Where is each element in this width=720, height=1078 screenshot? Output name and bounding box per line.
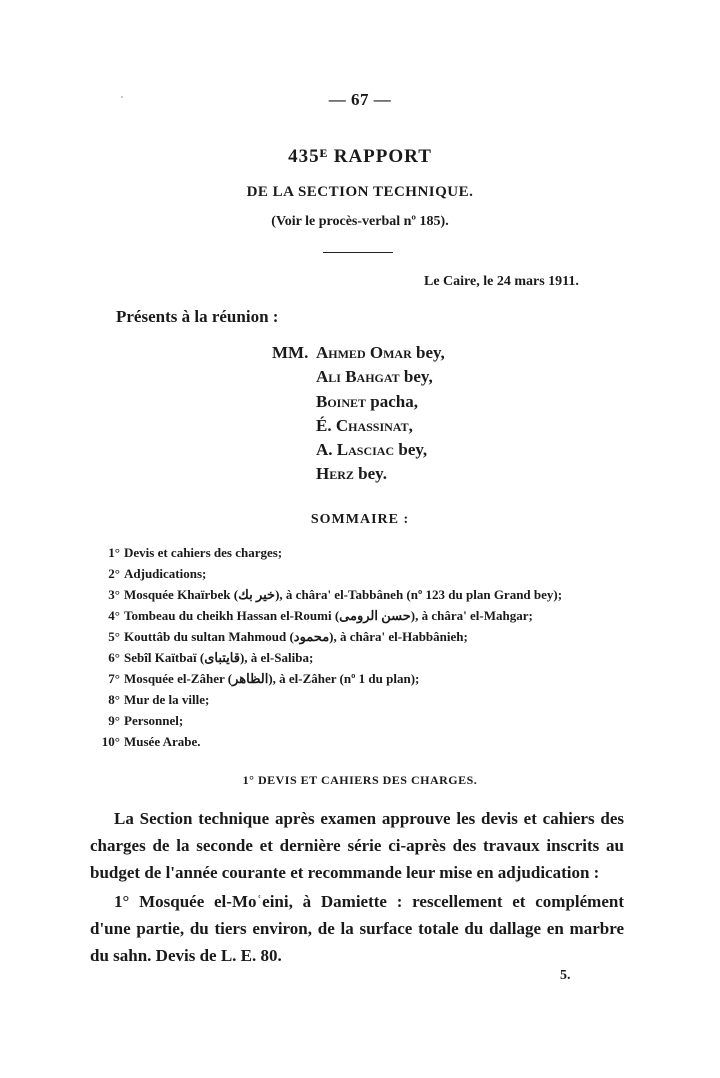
summary-item: [90, 542, 562, 563]
summary-number: 4°: [108, 608, 120, 623]
mm-label: MM.: [272, 343, 309, 362]
member-suffix: pacha,: [366, 392, 418, 411]
member-item: [316, 367, 433, 387]
member-item: [316, 416, 413, 436]
summary-list: [90, 542, 562, 752]
summary-item: [90, 584, 562, 605]
summary-number: 7°: [108, 671, 120, 686]
body-paragraph: La Section technique après examen approuve les devis et cahiers des charges de la seconde et dernière série ci-après des travaux inscrits au budget de l'année courante et recommande leur mise en adjudication :: [90, 809, 624, 882]
member-suffix: bey,: [394, 440, 428, 459]
member-name: Boinet: [316, 392, 367, 411]
summary-text: Mosquée el-Zâher (الظاهر), à el-Zâher (nº 1 du plan);: [124, 671, 420, 686]
summary-item: [90, 563, 562, 584]
member-name: É. Chassinat: [316, 416, 409, 435]
member-suffix: bey,: [411, 343, 445, 362]
summary-item: [90, 605, 562, 626]
member-item: [316, 343, 445, 363]
summary-item: [90, 689, 562, 710]
summary-text: Mosquée Khaïrbek (خير بك), à châra' el-Tabbâneh (nº 123 du plan Grand bey);: [124, 587, 563, 602]
summary-text: Sebîl Kaïtbaï (قايتباى), à el-Saliba;: [124, 650, 314, 665]
summary-text: Musée Arabe.: [124, 734, 201, 749]
member-item: [316, 392, 418, 412]
page-number: — 67 —: [328, 90, 392, 109]
summary-text: Devis et cahiers des charges;: [124, 545, 283, 560]
summary-text: Tombeau du cheikh Hassan el-Roumi (حسن الرومى), à châra' el-Mahgar;: [124, 608, 533, 623]
summary-text: Personnel;: [124, 713, 184, 728]
summary-number: 9°: [108, 713, 120, 728]
summary-number: 5°: [108, 629, 120, 644]
summary-text: Kouttâb du sultan Mahmoud (محمود), à châra' el-Habbânieh;: [124, 629, 468, 644]
summary-item: [90, 668, 562, 689]
member-name: Ahmed Omar: [316, 343, 412, 362]
summary-text: Adjudications;: [124, 566, 207, 581]
summary-number: 6°: [108, 650, 120, 665]
summary-number: 3°: [108, 587, 120, 602]
report-subtitle: DE LA SECTION TECHNIQUE.: [246, 184, 474, 200]
summary-text: Mur de la ville;: [124, 692, 210, 707]
report-title: 435ᴱ RAPPORT: [288, 146, 432, 167]
title-divider: [323, 252, 393, 253]
summary-number: 10°: [101, 734, 120, 749]
member-name: Herz: [316, 464, 354, 483]
member-item: [316, 440, 427, 460]
summary-number: 8°: [108, 692, 120, 707]
summary-item: [90, 647, 562, 668]
body-paragraph: 1° Mosquée el-Moʿeini, à Damiette : rescellement et complément d'une partie, du tiers environ, de la surface totale du dallage en marbre du sahn. Devis de L. E. 80.: [90, 892, 624, 965]
member-suffix: ,: [408, 416, 413, 435]
member-item: [316, 464, 387, 484]
summary-item: [90, 710, 562, 731]
summary-item: [90, 626, 562, 647]
member-suffix: bey,: [399, 367, 433, 386]
sommaire-heading: SOMMAIRE :: [310, 512, 410, 527]
member-name: A. Lasciac: [316, 440, 395, 459]
presents-label: Présents à la réunion :: [116, 307, 279, 326]
section-heading: 1° DEVIS ET CAHIERS DES CHARGES.: [242, 773, 478, 787]
minutes-reference: (Voir le procès-verbal nº 185).: [271, 214, 449, 229]
summary-number: 2°: [108, 566, 120, 581]
summary-item: [90, 731, 562, 752]
summary-number: 1°: [108, 545, 120, 560]
member-name: Ali Bahgat: [316, 367, 400, 386]
signature-mark: 5.: [560, 968, 571, 983]
member-suffix: bey.: [353, 464, 387, 483]
dateline: Le Caire, le 24 mars 1911.: [424, 274, 579, 289]
